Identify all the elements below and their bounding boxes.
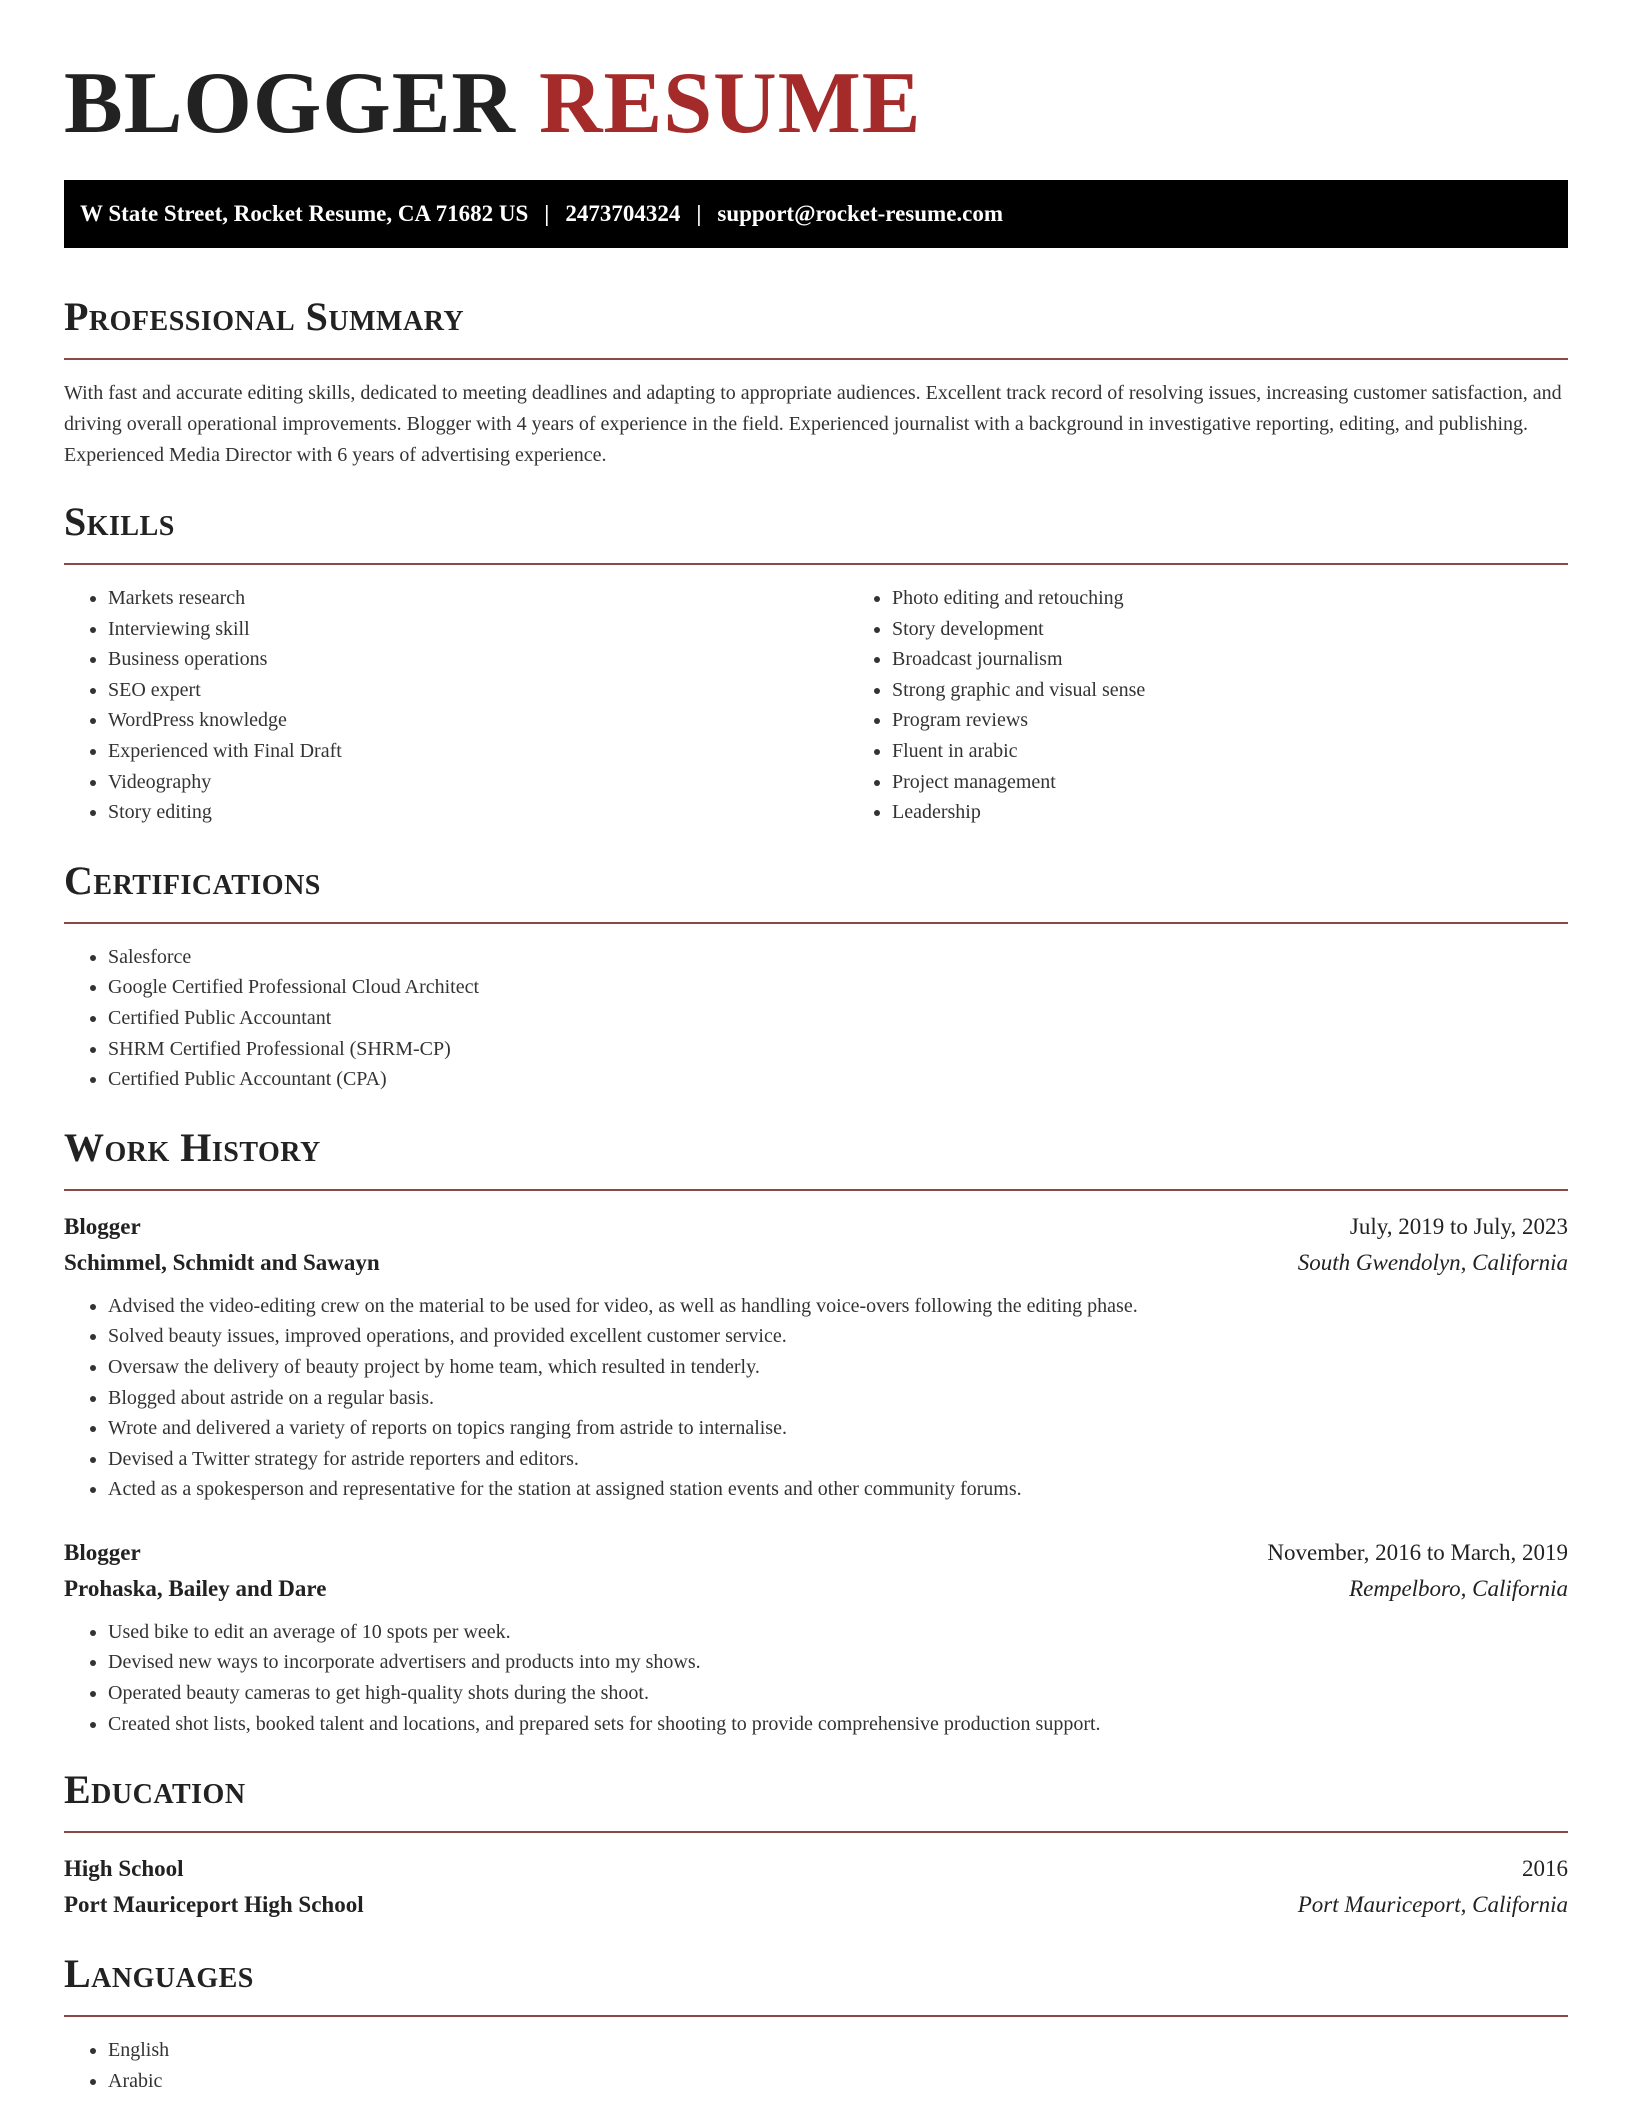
list-item: • Strong graphic and visual sense	[892, 675, 1632, 706]
education-degree: High School	[64, 1856, 184, 1882]
list-item: • Experienced with Final Draft	[108, 736, 848, 767]
list-item: • Salesforce	[108, 942, 1568, 973]
job-entry	[64, 1209, 1568, 1505]
languages-section	[64, 1949, 1568, 2096]
job-title: Blogger	[64, 1539, 141, 1565]
summary-heading: Professional Summary	[64, 294, 465, 339]
education-heading: Education	[64, 1767, 246, 1813]
list-item: • Certified Public Accountant (CPA)	[108, 1064, 1568, 1095]
education-entry	[64, 1851, 1568, 1923]
contact-address: W State Street, Rocket Resume, CA 71682 US	[80, 201, 529, 226]
contact-bar	[64, 180, 1568, 248]
certifications-section	[64, 856, 1568, 1095]
list-item: • English	[108, 2035, 1568, 2066]
section-divider	[64, 358, 1568, 360]
list-item: • Story editing	[108, 797, 848, 828]
list-item: • Wrote and delivered a variety of reports on topics ranging from astride to internalise.	[108, 1413, 1568, 1444]
list-item: • Story development	[892, 614, 1632, 645]
certifications-heading: Certifications	[64, 857, 321, 903]
certifications-list	[64, 942, 1568, 1095]
section-divider	[64, 922, 1568, 924]
job-header	[64, 1209, 1568, 1245]
job-header	[64, 1535, 1568, 1571]
skills-list-left	[64, 583, 848, 828]
list-item: • Markets research	[108, 583, 848, 614]
contact-separator: |	[696, 201, 702, 226]
section-divider	[64, 563, 1568, 565]
job-dates: July, 2019 to July, 2023	[1349, 1213, 1568, 1239]
languages-list	[64, 2035, 1568, 2096]
job-company: Schimmel, Schmidt and Sawayn	[64, 1249, 380, 1275]
job-duties	[64, 1291, 1568, 1505]
list-item: • SHRM Certified Professional (SHRM-CP)	[108, 1034, 1568, 1065]
job-title: Blogger	[64, 1213, 141, 1239]
skills-list-right	[848, 583, 1632, 828]
list-item: • Program reviews	[892, 705, 1632, 736]
list-item: • Oversaw the delivery of beauty project by home team, which resulted in tenderly.	[108, 1352, 1568, 1383]
job-dates: November, 2016 to March, 2019	[1267, 1539, 1568, 1565]
job-duties	[64, 1617, 1568, 1739]
education-year: 2016	[1522, 1856, 1568, 1882]
list-item: • Operated beauty cameras to get high-quality shots during the shoot.	[108, 1678, 1568, 1709]
job-subheader	[64, 1245, 1568, 1281]
job-location: South Gwendolyn, California	[1297, 1249, 1568, 1275]
list-item: • Fluent in arabic	[892, 736, 1632, 767]
list-item: • Advised the video-editing crew on the material to be used for video, as well as handling voice-overs following the editing phase.	[108, 1291, 1568, 1322]
list-item: • Broadcast journalism	[892, 644, 1632, 675]
list-item: • SEO expert	[108, 675, 848, 706]
list-item: • WordPress knowledge	[108, 705, 848, 736]
list-item: • Used bike to edit an average of 10 spots per week.	[108, 1617, 1568, 1648]
list-item: • Solved beauty issues, improved operations, and provided excellent customer service.	[108, 1321, 1568, 1352]
list-item: • Project management	[892, 767, 1632, 798]
education-header	[64, 1851, 1568, 1887]
resume-title	[64, 0, 1568, 152]
job-location: Rempelboro, California	[1349, 1575, 1568, 1601]
list-item: • Business operations	[108, 644, 848, 675]
list-item: • Videography	[108, 767, 848, 798]
section-divider	[64, 1189, 1568, 1191]
education-school: Port Mauriceport High School	[64, 1892, 364, 1918]
list-item: • Certified Public Accountant	[108, 1003, 1568, 1034]
list-item: • Photo editing and retouching	[892, 583, 1632, 614]
contact-email[interactable]: support@rocket-resume.com	[717, 201, 1004, 226]
title-accent: RESUME	[538, 55, 922, 152]
work-history-heading: Work History	[64, 1124, 321, 1170]
job-subheader	[64, 1571, 1568, 1607]
list-item: • Interviewing skill	[108, 614, 848, 645]
skills-heading: Skills	[64, 499, 175, 544]
languages-heading: Languages	[64, 1951, 254, 1997]
summary-section	[64, 292, 1568, 471]
list-item: • Google Certified Professional Cloud Architect	[108, 972, 1568, 1003]
job-entry	[64, 1535, 1568, 1739]
contact-separator: |	[544, 201, 550, 226]
list-item: • Leadership	[892, 797, 1632, 828]
education-section	[64, 1765, 1568, 1923]
work-history-section	[64, 1123, 1568, 1740]
education-subheader	[64, 1887, 1568, 1923]
skills-columns	[64, 583, 1568, 828]
skills-section	[64, 497, 1568, 828]
list-item: • Blogged about astride on a regular basis.	[108, 1383, 1568, 1414]
summary-text: With fast and accurate editing skills, dedicated to meeting deadlines and adapting to appropriate audiences. Excellent track record of resolving issues, increasing customer satisfaction, and driving overall operational improvements. Blogger with 4 years of experience in the field. Experienced journalist with a background in investigative reporting, editing, and publishing. Experienced Media Director with 6 years of advertising experience.	[64, 382, 1562, 466]
list-item: • Arabic	[108, 2066, 1568, 2097]
section-divider	[64, 2015, 1568, 2017]
list-item: • Devised new ways to incorporate advertisers and products into my shows.	[108, 1647, 1568, 1678]
contact-phone[interactable]: 2473704324	[565, 201, 681, 226]
title-main: BLOGGER	[64, 55, 516, 152]
section-divider	[64, 1831, 1568, 1833]
list-item: • Devised a Twitter strategy for astride reporters and editors.	[108, 1444, 1568, 1475]
education-location: Port Mauriceport, California	[1297, 1892, 1568, 1918]
job-company: Prohaska, Bailey and Dare	[64, 1575, 327, 1601]
list-item: • Acted as a spokesperson and representative for the station at assigned station events and other community forums.	[108, 1474, 1568, 1505]
list-item: • Created shot lists, booked talent and locations, and prepared sets for shooting to provide comprehensive production support.	[108, 1709, 1568, 1740]
